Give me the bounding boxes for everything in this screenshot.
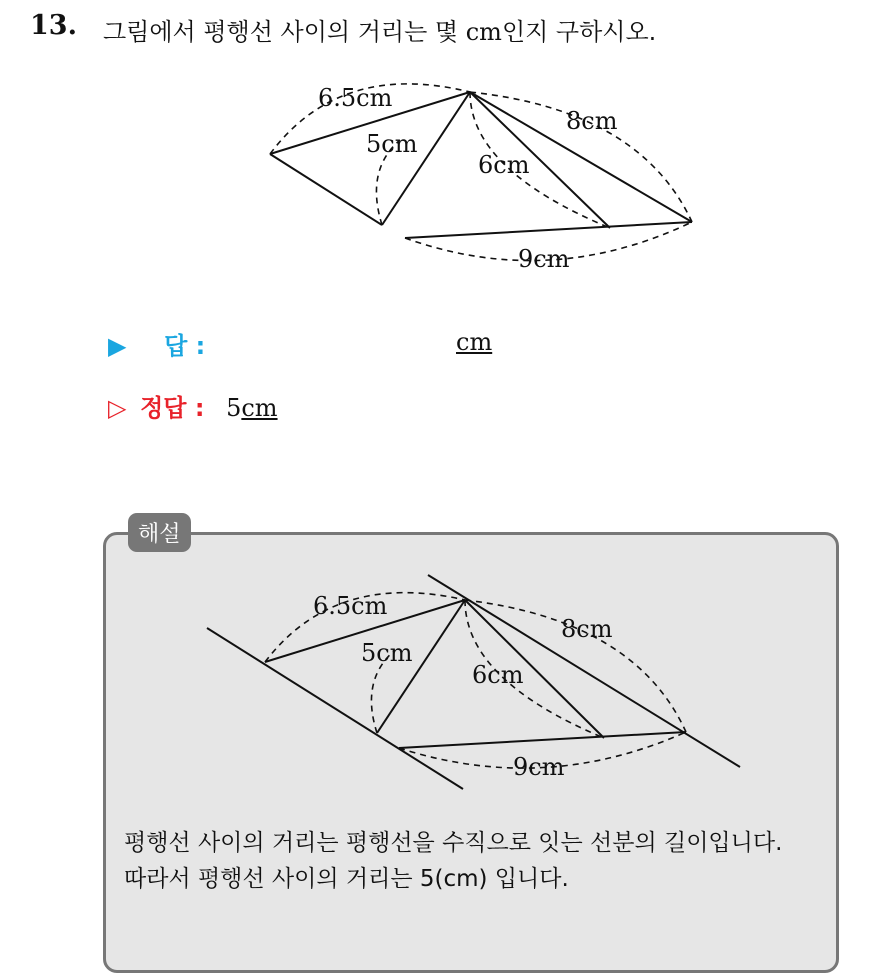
sol-label-6cm: 6cm <box>472 661 524 689</box>
solution-line-2: 따라서 평행선 사이의 거리는 5(cm) 입니다. <box>124 866 569 892</box>
label-6-5cm: 6.5cm <box>318 84 393 112</box>
solution-tag: 해설 <box>128 513 191 552</box>
correct-row <box>108 388 278 423</box>
sol-label-8cm: 8cm <box>561 615 613 643</box>
answer-unit: cm <box>456 328 493 356</box>
correct-value: 5 <box>226 394 242 422</box>
correct-label: 정답 : <box>140 394 205 422</box>
solution-text <box>124 825 834 897</box>
label-9cm: 9cm <box>518 245 570 273</box>
solution-line-1: 평행선 사이의 거리는 평행선을 수직으로 잇는 선분의 길이입니다. <box>124 830 783 856</box>
label-8cm: 8cm <box>566 107 618 135</box>
question-text-start: 그림에서 평행선 사이의 거리는 몇 <box>103 18 466 46</box>
answer-marker: ▶ <box>108 332 127 360</box>
correct-unit: cm <box>241 394 278 422</box>
solution-figure <box>0 540 884 820</box>
question-text-end: 인지 구하시오. <box>501 18 657 46</box>
question-unit: cm <box>465 18 502 46</box>
sol-label-6-5cm: 6.5cm <box>313 592 388 620</box>
answer-row <box>108 326 493 361</box>
label-5cm: 5cm <box>366 130 418 158</box>
sol-label-5cm: 5cm <box>361 639 413 667</box>
problem-figure <box>0 0 884 300</box>
sol-label-9cm: 9cm <box>513 753 565 781</box>
answer-label: 답 : <box>164 332 206 360</box>
correct-marker: ▷ <box>108 394 127 422</box>
question-number: 13. <box>30 10 77 41</box>
label-6cm: 6cm <box>478 151 530 179</box>
